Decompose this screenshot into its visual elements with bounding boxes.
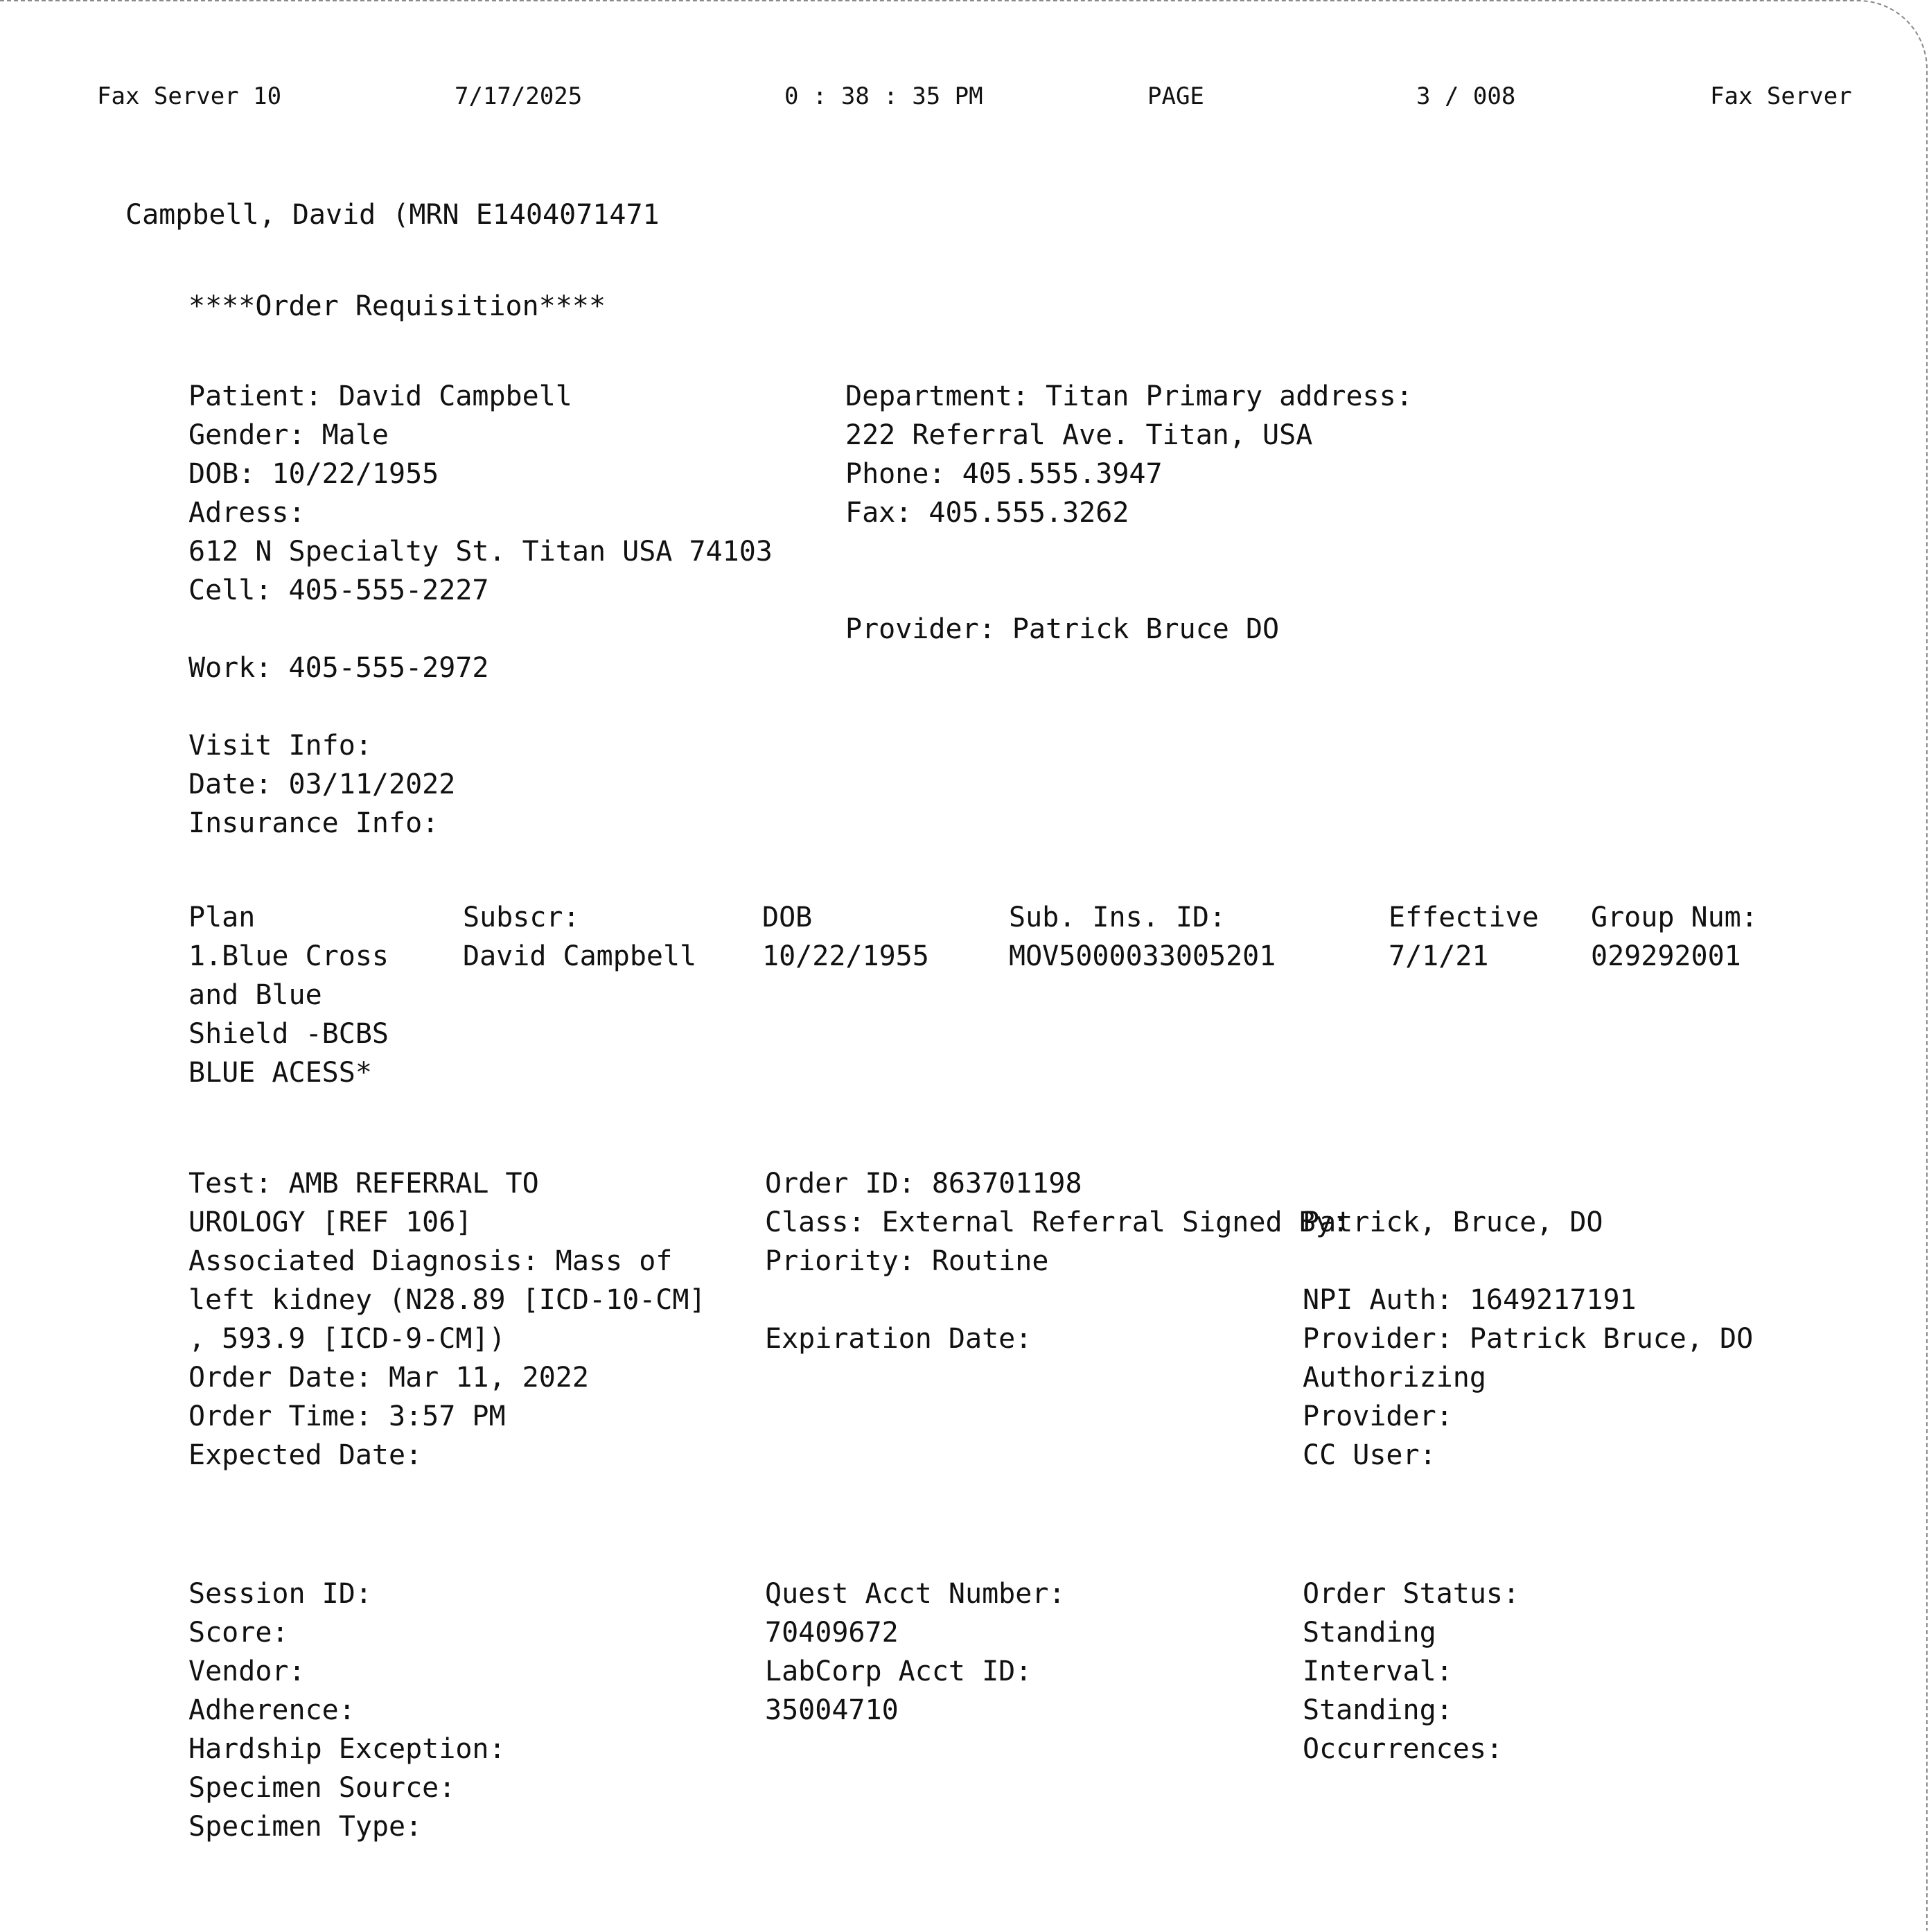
patient-name: Patient: David Campbell bbox=[188, 380, 572, 412]
ins-group-num: 029292001 bbox=[1591, 940, 1741, 972]
session-line: Adherence: bbox=[188, 1694, 355, 1726]
department-address: 222 Referral Ave. Titan, USA bbox=[845, 419, 1313, 451]
order-expiration: Expiration Date: bbox=[765, 1323, 1032, 1355]
order-authorizing-provider: Provider: bbox=[1303, 1400, 1453, 1432]
account-line: LabCorp Acct ID: bbox=[765, 1656, 1032, 1687]
order-line: Expected Date: bbox=[188, 1439, 423, 1471]
ins-sub-ins-id: MOV5000033005201 bbox=[1009, 940, 1276, 972]
status-line: Order Status: bbox=[1303, 1578, 1520, 1610]
order-line: , 593.9 [ICD-9-CM]) bbox=[188, 1323, 506, 1355]
fax-date: 7/17/2025 bbox=[455, 82, 583, 110]
order-line: Associated Diagnosis: Mass of bbox=[188, 1245, 673, 1277]
order-cc-user: CC User: bbox=[1303, 1439, 1436, 1471]
session-line: Specimen Source: bbox=[188, 1772, 456, 1804]
ins-effective: 7/1/21 bbox=[1389, 940, 1489, 972]
department-name: Department: Titan Primary address: bbox=[845, 380, 1413, 412]
patient-cell: Cell: 405-555-2227 bbox=[188, 574, 489, 606]
session-line: Vendor: bbox=[188, 1656, 306, 1687]
order-line: Order Date: Mar 11, 2022 bbox=[188, 1362, 589, 1394]
ins-plan-line: 1.Blue Cross bbox=[188, 940, 389, 972]
order-id: Order ID: 863701198 bbox=[765, 1168, 1082, 1200]
session-line: Score: bbox=[188, 1617, 289, 1649]
status-line: Interval: bbox=[1303, 1656, 1453, 1687]
ins-header-group-num: Group Num: bbox=[1591, 902, 1758, 933]
status-line: Standing bbox=[1303, 1617, 1436, 1649]
account-line: 70409672 bbox=[765, 1617, 899, 1649]
fax-page-label: PAGE bbox=[1147, 82, 1204, 110]
ins-dob: 10/22/1955 bbox=[762, 940, 929, 972]
ins-subscriber: David Campbell bbox=[463, 940, 697, 972]
fax-receiver: Fax Server bbox=[1710, 82, 1852, 110]
ins-plan-line: and Blue bbox=[188, 979, 322, 1011]
patient-work: Work: 405-555-2972 bbox=[188, 652, 489, 684]
session-line: Specimen Type: bbox=[188, 1811, 423, 1843]
order-line: Order Time: 3:57 PM bbox=[188, 1400, 506, 1432]
account-line: Quest Acct Number: bbox=[765, 1578, 1066, 1610]
fax-page-number: 3 / 008 bbox=[1416, 82, 1516, 110]
status-line: Standing: bbox=[1303, 1694, 1453, 1726]
order-line: Test: AMB REFERRAL TO bbox=[188, 1168, 539, 1200]
session-line: Hardship Exception: bbox=[188, 1733, 506, 1765]
department-fax: Fax: 405.555.3262 bbox=[845, 497, 1129, 529]
fax-time: 0 : 38 : 35 PM bbox=[784, 82, 983, 110]
ins-header-dob: DOB bbox=[762, 902, 813, 933]
patient-gender: Gender: Male bbox=[188, 419, 389, 451]
order-signed-by: Patrick, Bruce, DO bbox=[1303, 1206, 1603, 1238]
department-phone: Phone: 405.555.3947 bbox=[845, 458, 1163, 490]
order-class: Class: External Referral Signed By: bbox=[765, 1206, 1349, 1238]
order-provider: Provider: Patrick Bruce, DO bbox=[1303, 1323, 1754, 1355]
ins-header-effective: Effective bbox=[1389, 902, 1539, 933]
order-authorizing: Authorizing bbox=[1303, 1362, 1486, 1394]
visit-info-label: Visit Info: bbox=[188, 730, 372, 762]
session-line: Session ID: bbox=[188, 1578, 372, 1610]
ins-header-subscr: Subscr: bbox=[463, 902, 580, 933]
department-provider: Provider: Patrick Bruce DO bbox=[845, 613, 1280, 645]
status-line: Occurrences: bbox=[1303, 1733, 1503, 1765]
order-npi: NPI Auth: 1649217191 bbox=[1303, 1284, 1637, 1316]
order-line: left kidney (N28.89 [ICD-10-CM] bbox=[188, 1284, 706, 1316]
doc-title: ****Order Requisition**** bbox=[188, 290, 606, 322]
account-line: 35004710 bbox=[765, 1694, 899, 1726]
ins-plan-line: Shield -BCBS bbox=[188, 1018, 389, 1050]
ins-header-sub-ins-id: Sub. Ins. ID: bbox=[1009, 902, 1226, 933]
fax-sender: Fax Server 10 bbox=[97, 82, 282, 110]
order-line: UROLOGY [REF 106] bbox=[188, 1206, 473, 1238]
patient-address-label: Adress: bbox=[188, 497, 306, 529]
visit-date: Date: 03/11/2022 bbox=[188, 769, 456, 800]
patient-address: 612 N Specialty St. Titan USA 74103 bbox=[188, 536, 773, 568]
insurance-info-label: Insurance Info: bbox=[188, 807, 439, 839]
ins-plan-line: BLUE ACESS* bbox=[188, 1057, 372, 1089]
patient-header: Campbell, David (MRN E1404071471 bbox=[125, 199, 660, 231]
patient-dob: DOB: 10/22/1955 bbox=[188, 458, 439, 490]
order-priority: Priority: Routine bbox=[765, 1245, 1049, 1277]
ins-header-plan: Plan bbox=[188, 902, 256, 933]
